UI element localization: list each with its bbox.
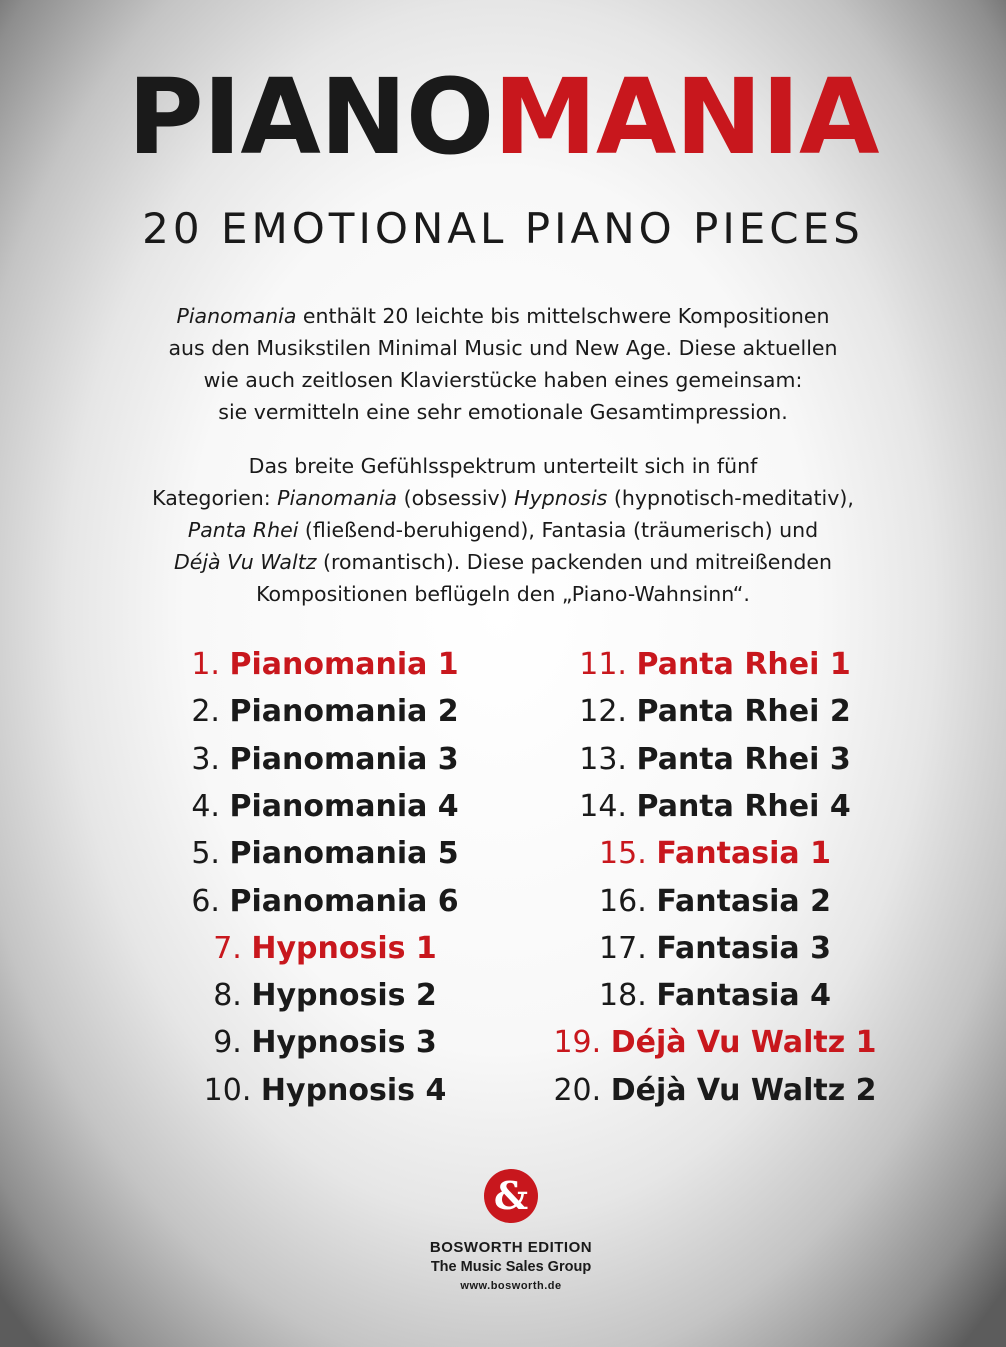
track-number: 19. — [553, 1025, 602, 1060]
track-item — [150, 643, 500, 687]
intro-line — [100, 482, 906, 514]
track-item — [520, 785, 910, 829]
intro-italic-title: Hypnosis — [514, 486, 608, 510]
track-item — [150, 880, 500, 924]
intro-line — [100, 546, 906, 578]
title-part-piano: PIANO — [127, 56, 494, 178]
track-item — [150, 832, 500, 876]
track-title: Déjà Vu Waltz 1 — [610, 1025, 877, 1060]
publisher-group: The Music Sales Group — [430, 1259, 592, 1275]
track-item — [520, 738, 910, 782]
intro-line — [100, 300, 906, 332]
track-number: 1. — [191, 647, 220, 682]
intro-paragraph-2 — [100, 450, 906, 610]
logo-glyph: & — [493, 1173, 529, 1218]
track-title: Déjà Vu Waltz 2 — [610, 1073, 877, 1108]
intro-italic-title: Déjà Vu Waltz — [173, 550, 317, 574]
track-item — [520, 927, 910, 971]
track-title: Pianomania 2 — [229, 694, 459, 729]
track-number: 10. — [203, 1073, 252, 1108]
track-number: 3. — [191, 742, 220, 777]
track-number: 13. — [579, 742, 627, 777]
track-item — [520, 643, 910, 687]
track-number: 12. — [579, 694, 627, 729]
intro-text: Kategorien: — [152, 486, 278, 510]
intro-paragraph-1 — [100, 300, 906, 428]
intro-text: enthält 20 leichte bis mittelschwere Kompositionen — [296, 304, 830, 328]
intro-text: (hypnotisch-meditativ), — [607, 486, 854, 510]
track-item — [520, 832, 910, 876]
publisher-website: www.bosworth.de — [460, 1280, 562, 1292]
track-number: 7. — [213, 931, 242, 966]
track-number: 9. — [213, 1025, 242, 1060]
track-item — [150, 927, 500, 971]
page-title — [0, 58, 1006, 176]
track-number: 14. — [579, 789, 627, 824]
intro-line: Kompositionen beflügeln den „Piano-Wahnsinn“. — [256, 582, 750, 606]
track-number: 15. — [599, 836, 647, 871]
track-title: Pianomania 3 — [229, 742, 459, 777]
intro-text: (obsessiv) — [397, 486, 515, 510]
track-title: Fantasia 4 — [656, 978, 831, 1013]
track-number: 16. — [599, 884, 647, 919]
intro-text: (romantisch). Diese packenden und mitreißenden — [316, 550, 833, 574]
intro-italic-title: Pianomania — [277, 486, 398, 510]
track-title: Pianomania 5 — [229, 836, 459, 871]
track-title: Panta Rhei 2 — [636, 694, 851, 729]
track-title: Fantasia 1 — [656, 836, 831, 871]
track-title: Panta Rhei 4 — [636, 789, 851, 824]
title-part-mania: MANIA — [493, 56, 879, 178]
track-title: Hypnosis 1 — [251, 931, 437, 966]
ampersand-logo-icon — [483, 1168, 539, 1224]
track-item — [520, 1021, 910, 1065]
track-title: Pianomania 6 — [229, 884, 459, 919]
track-number: 18. — [599, 978, 647, 1013]
track-item — [150, 974, 500, 1018]
track-item — [150, 1021, 500, 1065]
track-number: 20. — [553, 1073, 602, 1108]
track-item — [520, 690, 910, 734]
track-number: 6. — [191, 884, 220, 919]
intro-text: (fließend-beruhigend), Fantasia (träumerisch) und — [298, 518, 819, 542]
intro-line: Das breite Gefühlsspektrum unterteilt sich in fünf — [248, 454, 758, 478]
intro-line: sie vermitteln eine sehr emotionale Gesamtimpression. — [218, 400, 788, 424]
track-item — [520, 1069, 910, 1113]
track-item — [150, 785, 500, 829]
intro-line: aus den Musikstilen Minimal Music und New Age. Diese aktuellen — [168, 336, 838, 360]
track-title: Pianomania 4 — [229, 789, 459, 824]
publisher-name: BOSWORTH EDITION — [429, 1239, 593, 1256]
track-item — [520, 880, 910, 924]
track-item — [520, 974, 910, 1018]
track-title: Panta Rhei 3 — [636, 742, 851, 777]
intro-italic-title: Pianomania — [176, 304, 297, 328]
intro-line: wie auch zeitlosen Klavierstücke haben eines gemeinsam: — [203, 368, 803, 392]
track-item — [150, 690, 500, 734]
track-title: Fantasia 2 — [656, 884, 831, 919]
subtitle: 20 EMOTIONAL PIANO PIECES — [142, 204, 864, 253]
track-number: 4. — [191, 789, 220, 824]
track-number: 8. — [213, 978, 242, 1013]
track-title: Hypnosis 2 — [251, 978, 437, 1013]
track-title: Pianomania 1 — [229, 647, 459, 682]
track-number: 11. — [579, 647, 627, 682]
track-item — [150, 1069, 500, 1113]
track-title: Hypnosis 3 — [251, 1025, 437, 1060]
track-number: 5. — [191, 836, 220, 871]
track-title: Fantasia 3 — [656, 931, 831, 966]
track-number: 17. — [599, 931, 647, 966]
track-title: Hypnosis 4 — [260, 1073, 447, 1108]
track-title: Panta Rhei 1 — [636, 647, 851, 682]
track-item — [150, 738, 500, 782]
intro-italic-title: Panta Rhei — [187, 518, 299, 542]
track-number: 2. — [191, 694, 220, 729]
intro-line — [100, 514, 906, 546]
